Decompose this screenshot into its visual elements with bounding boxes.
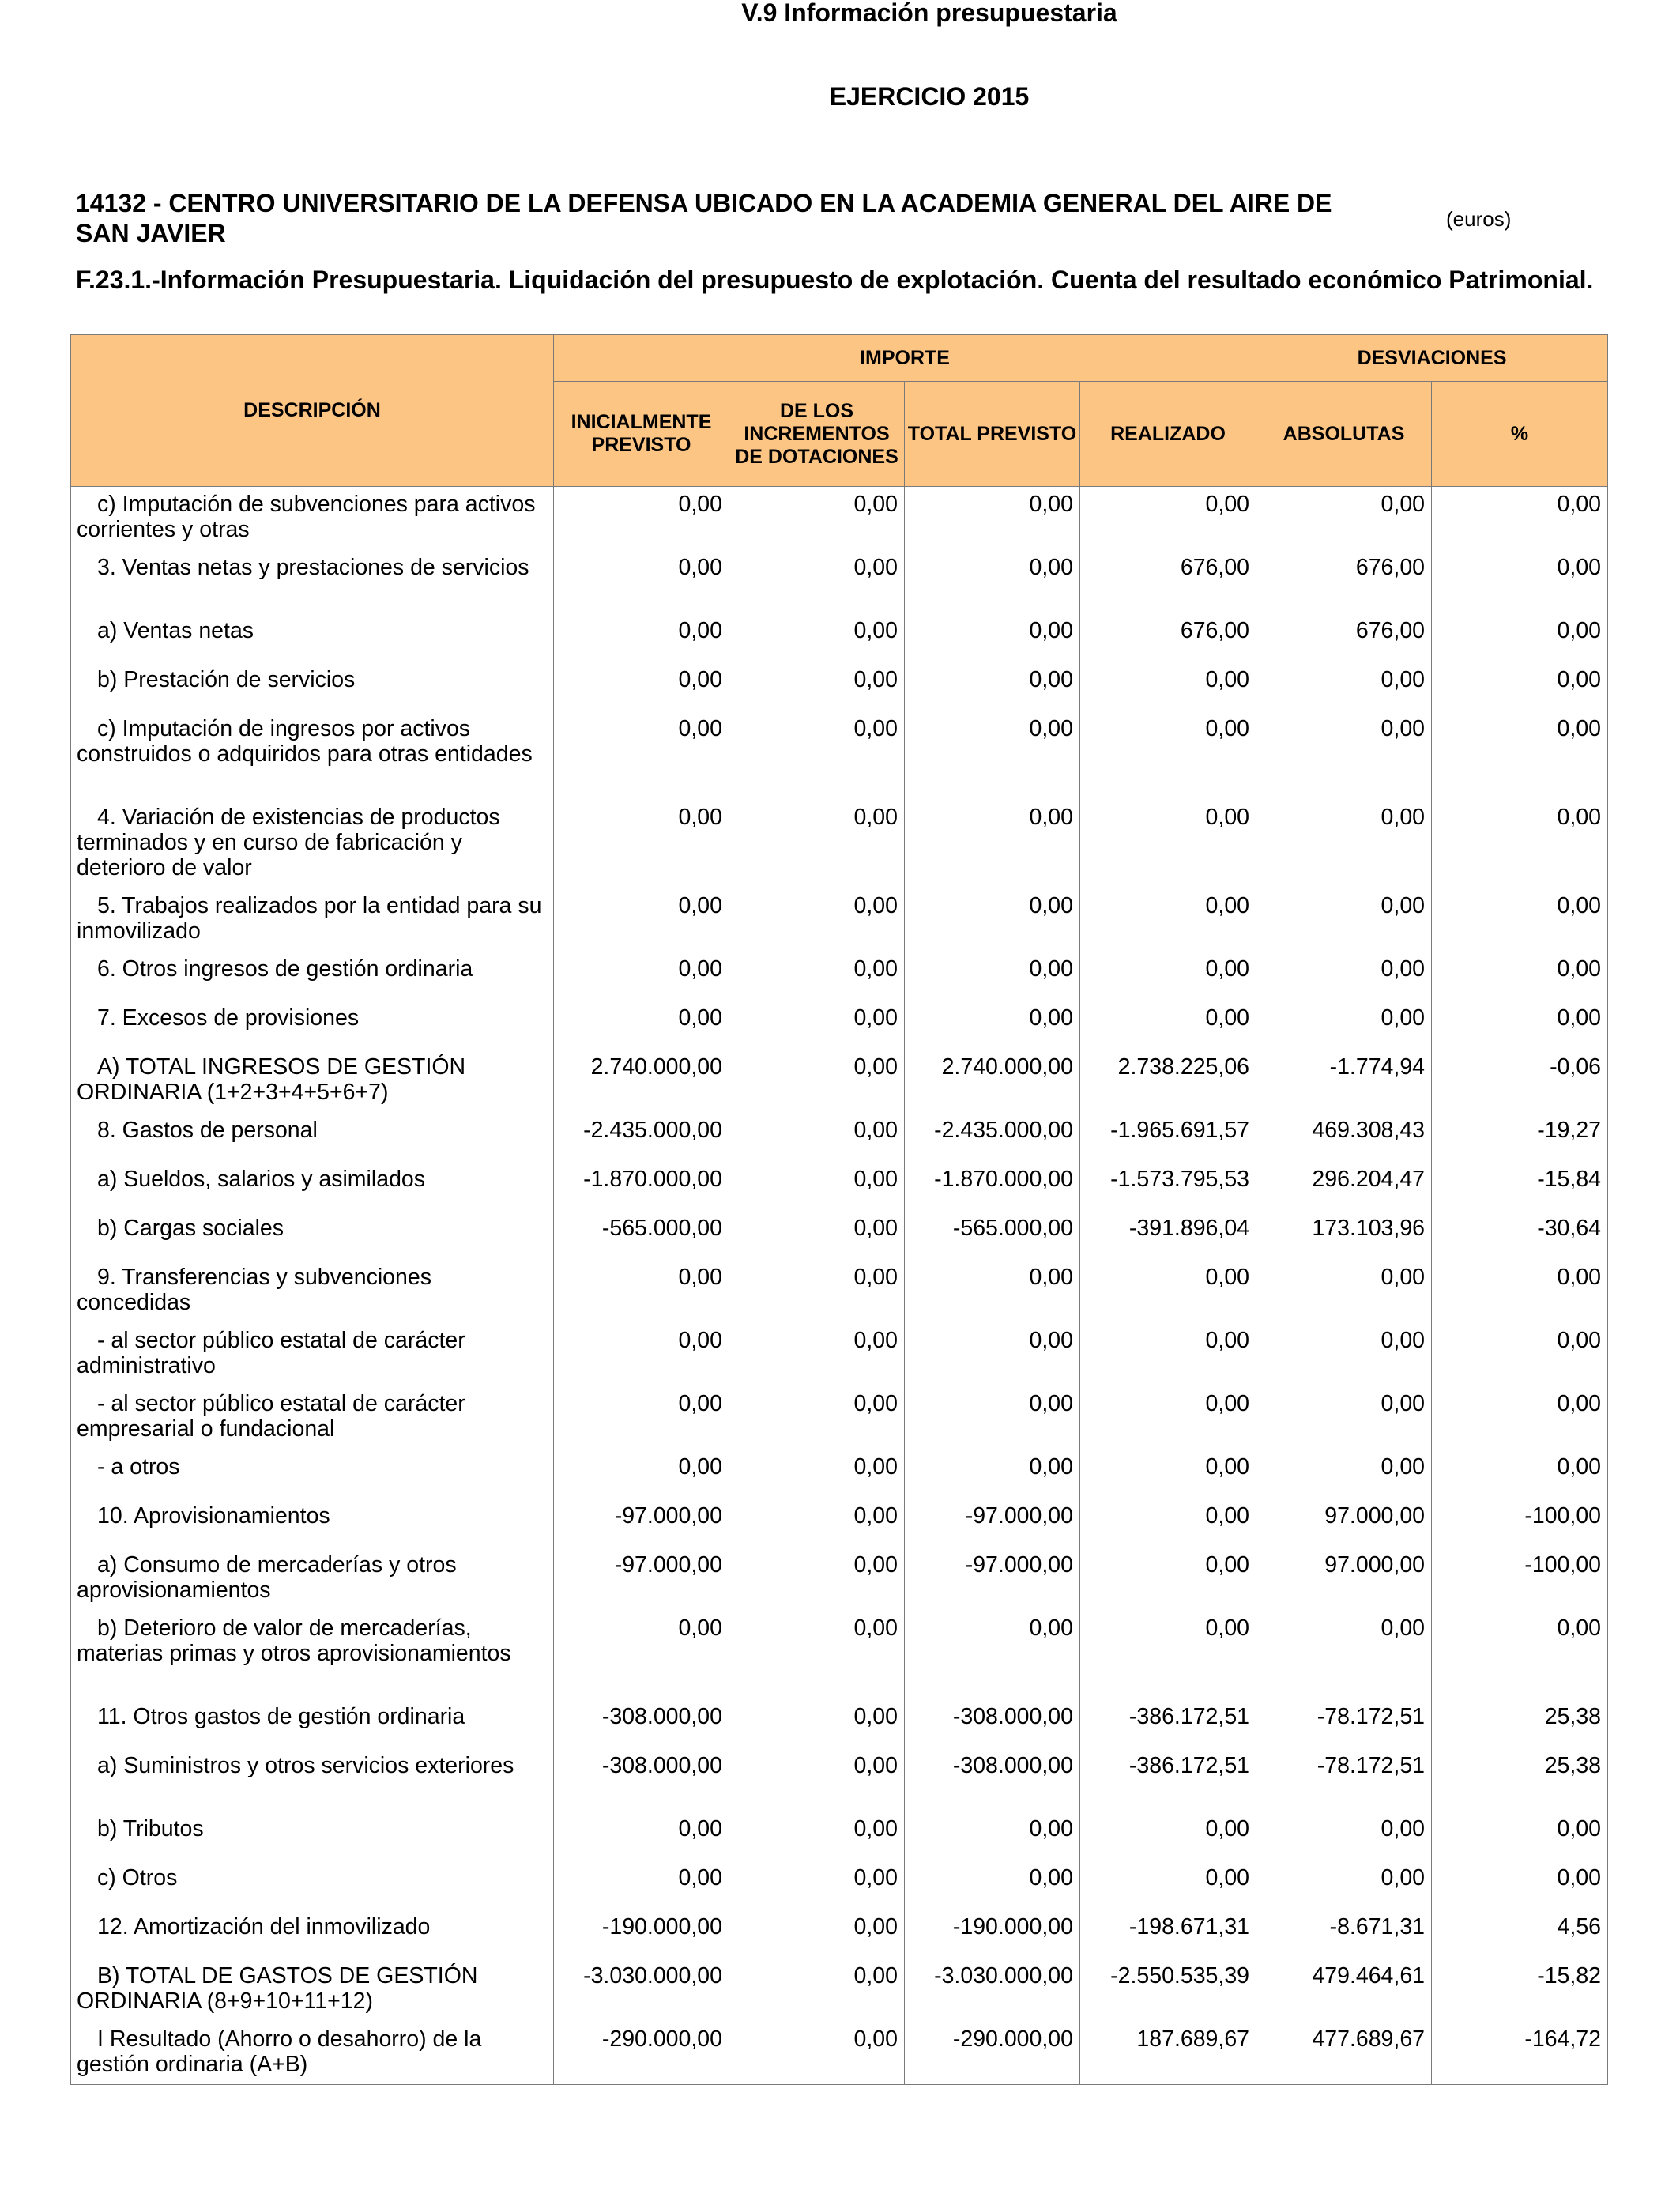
cell-incrementos: 0,00 xyxy=(729,1909,905,1958)
cell-realizado: 676,00 xyxy=(1080,550,1256,613)
cell-inicialmente-previsto: -290.000,00 xyxy=(554,2022,729,2085)
cell-realizado: 0,00 xyxy=(1080,1323,1256,1386)
cell-incrementos: 0,00 xyxy=(729,1113,905,1162)
col-header-percent: % xyxy=(1432,382,1608,487)
cell-percent: -164,72 xyxy=(1432,2022,1608,2085)
table-row xyxy=(71,613,1608,662)
cell-realizado: 0,00 xyxy=(1080,662,1256,711)
cell-realizado: 0,00 xyxy=(1080,1547,1256,1611)
cell-absolutas: 0,00 xyxy=(1256,1260,1432,1323)
row-description: a) Sueldos, salarios y asimilados xyxy=(71,1162,554,1211)
cell-total-previsto: 0,00 xyxy=(905,1811,1080,1860)
cell-inicialmente-previsto: 0,00 xyxy=(554,1811,729,1860)
table-row xyxy=(71,1699,1608,1748)
exercise-year: EJERCICIO 2015 xyxy=(829,82,1030,111)
cell-incrementos: 0,00 xyxy=(729,487,905,550)
cell-incrementos: 0,00 xyxy=(729,1211,905,1260)
cell-inicialmente-previsto: 0,00 xyxy=(554,1860,729,1909)
cell-total-previsto: 0,00 xyxy=(905,487,1080,550)
table-row xyxy=(71,1113,1608,1162)
table-row xyxy=(71,487,1608,550)
table-row xyxy=(71,1811,1608,1860)
cell-incrementos: 0,00 xyxy=(729,1860,905,1909)
cell-absolutas: 0,00 xyxy=(1256,1001,1432,1050)
cell-percent: 0,00 xyxy=(1432,1860,1608,1909)
cell-inicialmente-previsto: 0,00 xyxy=(554,1449,729,1498)
table-row xyxy=(71,952,1608,1001)
cell-percent: -0,06 xyxy=(1432,1050,1608,1113)
table-row xyxy=(71,1611,1608,1699)
table-row xyxy=(71,1260,1608,1323)
cell-realizado: -386.172,51 xyxy=(1080,1699,1256,1748)
cell-realizado: 0,00 xyxy=(1080,1386,1256,1449)
cell-percent: 4,56 xyxy=(1432,1909,1608,1958)
table-row xyxy=(71,1211,1608,1260)
cell-total-previsto: -308.000,00 xyxy=(905,1699,1080,1748)
table-row xyxy=(71,1748,1608,1811)
table-row xyxy=(71,1449,1608,1498)
cell-incrementos: 0,00 xyxy=(729,1748,905,1811)
col-header-incrementos: DE LOS INCREMENTOS DE DOTACIONES xyxy=(729,382,905,487)
cell-realizado: 187.689,67 xyxy=(1080,2022,1256,2085)
cell-inicialmente-previsto: 0,00 xyxy=(554,1611,729,1699)
cell-percent: 0,00 xyxy=(1432,1323,1608,1386)
table-row xyxy=(71,2022,1608,2085)
cell-total-previsto: 0,00 xyxy=(905,1323,1080,1386)
cell-total-previsto: 0,00 xyxy=(905,613,1080,662)
cell-incrementos: 0,00 xyxy=(729,952,905,1001)
cell-absolutas: 0,00 xyxy=(1256,888,1432,952)
cell-absolutas: 0,00 xyxy=(1256,487,1432,550)
cell-incrementos: 0,00 xyxy=(729,1699,905,1748)
cell-realizado: 0,00 xyxy=(1080,800,1256,888)
cell-incrementos: 0,00 xyxy=(729,800,905,888)
row-description: 12. Amortización del inmovilizado xyxy=(71,1909,554,1958)
cell-total-previsto: 2.740.000,00 xyxy=(905,1050,1080,1113)
cell-incrementos: 0,00 xyxy=(729,1611,905,1699)
table-row xyxy=(71,662,1608,711)
section-heading: V.9 Información presupuestaria xyxy=(741,0,1117,27)
cell-incrementos: 0,00 xyxy=(729,1449,905,1498)
row-description: 7. Excesos de provisiones xyxy=(71,1001,554,1050)
cell-realizado: 0,00 xyxy=(1080,1001,1256,1050)
cell-total-previsto: -3.030.000,00 xyxy=(905,1958,1080,2022)
col-header-realizado: REALIZADO xyxy=(1080,382,1256,487)
cell-percent: 0,00 xyxy=(1432,711,1608,800)
cell-percent: 0,00 xyxy=(1432,550,1608,613)
table-row xyxy=(71,550,1608,613)
cell-absolutas: 97.000,00 xyxy=(1256,1498,1432,1547)
table-row xyxy=(71,1323,1608,1386)
cell-total-previsto: 0,00 xyxy=(905,1386,1080,1449)
cell-inicialmente-previsto: 0,00 xyxy=(554,662,729,711)
row-description: b) Deterioro de valor de mercaderías, materias primas y otros aprovisionamientos xyxy=(71,1611,554,1699)
cell-incrementos: 0,00 xyxy=(729,1260,905,1323)
cell-percent: 25,38 xyxy=(1432,1748,1608,1811)
cell-realizado: -1.965.691,57 xyxy=(1080,1113,1256,1162)
cell-absolutas: -8.671,31 xyxy=(1256,1909,1432,1958)
cell-realizado: -2.550.535,39 xyxy=(1080,1958,1256,2022)
cell-percent: 0,00 xyxy=(1432,800,1608,888)
cell-percent: 25,38 xyxy=(1432,1699,1608,1748)
cell-inicialmente-previsto: 0,00 xyxy=(554,800,729,888)
cell-inicialmente-previsto: -565.000,00 xyxy=(554,1211,729,1260)
cell-inicialmente-previsto: 0,00 xyxy=(554,613,729,662)
row-description: 11. Otros gastos de gestión ordinaria xyxy=(71,1699,554,1748)
table-row xyxy=(71,888,1608,952)
cell-absolutas: -78.172,51 xyxy=(1256,1699,1432,1748)
cell-realizado: 0,00 xyxy=(1080,1498,1256,1547)
table-row xyxy=(71,1386,1608,1449)
form-title: F.23.1.-Información Presupuestaria. Liquidación del presupuesto de explotación. Cuenta del resultado económico Patrimonial. xyxy=(76,266,1594,294)
cell-total-previsto: 0,00 xyxy=(905,550,1080,613)
cell-total-previsto: -2.435.000,00 xyxy=(905,1113,1080,1162)
col-header-descripcion: DESCRIPCIÓN xyxy=(71,335,554,487)
cell-inicialmente-previsto: -2.435.000,00 xyxy=(554,1113,729,1162)
cell-total-previsto: -1.870.000,00 xyxy=(905,1162,1080,1211)
cell-absolutas: 0,00 xyxy=(1256,800,1432,888)
table-row xyxy=(71,1001,1608,1050)
cell-inicialmente-previsto: -1.870.000,00 xyxy=(554,1162,729,1211)
cell-absolutas: -1.774,94 xyxy=(1256,1050,1432,1113)
cell-realizado: 0,00 xyxy=(1080,1611,1256,1699)
cell-realizado: 0,00 xyxy=(1080,1260,1256,1323)
cell-realizado: 0,00 xyxy=(1080,952,1256,1001)
cell-total-previsto: -97.000,00 xyxy=(905,1498,1080,1547)
cell-inicialmente-previsto: 0,00 xyxy=(554,711,729,800)
cell-incrementos: 0,00 xyxy=(729,662,905,711)
table-row xyxy=(71,711,1608,800)
cell-absolutas: 479.464,61 xyxy=(1256,1958,1432,2022)
cell-percent: 0,00 xyxy=(1432,1260,1608,1323)
cell-total-previsto: 0,00 xyxy=(905,1001,1080,1050)
cell-incrementos: 0,00 xyxy=(729,1162,905,1211)
col-header-total-previsto: TOTAL PREVISTO xyxy=(905,382,1080,487)
cell-total-previsto: 0,00 xyxy=(905,888,1080,952)
cell-total-previsto: -565.000,00 xyxy=(905,1211,1080,1260)
row-description: 8. Gastos de personal xyxy=(71,1113,554,1162)
cell-inicialmente-previsto: -97.000,00 xyxy=(554,1498,729,1547)
cell-absolutas: 97.000,00 xyxy=(1256,1547,1432,1611)
cell-incrementos: 0,00 xyxy=(729,1001,905,1050)
cell-percent: 0,00 xyxy=(1432,1001,1608,1050)
cell-absolutas: 0,00 xyxy=(1256,952,1432,1001)
cell-incrementos: 0,00 xyxy=(729,1050,905,1113)
cell-absolutas: 0,00 xyxy=(1256,1860,1432,1909)
cell-inicialmente-previsto: -3.030.000,00 xyxy=(554,1958,729,2022)
cell-inicialmente-previsto: -190.000,00 xyxy=(554,1909,729,1958)
table-row xyxy=(71,1498,1608,1547)
row-description: 3. Ventas netas y prestaciones de servicios xyxy=(71,550,554,613)
cell-percent: 0,00 xyxy=(1432,888,1608,952)
col-group-importe: IMPORTE xyxy=(554,335,1256,382)
table-row xyxy=(71,1958,1608,2022)
cell-percent: 0,00 xyxy=(1432,1449,1608,1498)
cell-incrementos: 0,00 xyxy=(729,550,905,613)
cell-absolutas: 469.308,43 xyxy=(1256,1113,1432,1162)
cell-percent: -100,00 xyxy=(1432,1547,1608,1611)
row-description: c) Otros xyxy=(71,1860,554,1909)
cell-inicialmente-previsto: 0,00 xyxy=(554,1001,729,1050)
cell-realizado: -391.896,04 xyxy=(1080,1211,1256,1260)
cell-incrementos: 0,00 xyxy=(729,1811,905,1860)
cell-total-previsto: 0,00 xyxy=(905,711,1080,800)
row-description: 4. Variación de existencias de productos terminados y en curso de fabricación y deterioro de valor xyxy=(71,800,554,888)
row-description: - a otros xyxy=(71,1449,554,1498)
cell-realizado: 0,00 xyxy=(1080,711,1256,800)
row-description: b) Tributos xyxy=(71,1811,554,1860)
row-description: - al sector público estatal de carácter administrativo xyxy=(71,1323,554,1386)
cell-total-previsto: 0,00 xyxy=(905,1611,1080,1699)
cell-incrementos: 0,00 xyxy=(729,711,905,800)
cell-percent: -15,82 xyxy=(1432,1958,1608,2022)
cell-percent: 0,00 xyxy=(1432,613,1608,662)
cell-inicialmente-previsto: 0,00 xyxy=(554,487,729,550)
cell-realizado: -198.671,31 xyxy=(1080,1909,1256,1958)
cell-absolutas: 676,00 xyxy=(1256,613,1432,662)
cell-incrementos: 0,00 xyxy=(729,1547,905,1611)
cell-absolutas: 676,00 xyxy=(1256,550,1432,613)
table-row xyxy=(71,1860,1608,1909)
cell-total-previsto: 0,00 xyxy=(905,1260,1080,1323)
cell-absolutas: -78.172,51 xyxy=(1256,1748,1432,1811)
cell-realizado: 0,00 xyxy=(1080,1811,1256,1860)
cell-incrementos: 0,00 xyxy=(729,2022,905,2085)
row-description: 5. Trabajos realizados por la entidad para su inmovilizado xyxy=(71,888,554,952)
cell-percent: -19,27 xyxy=(1432,1113,1608,1162)
cell-realizado: 676,00 xyxy=(1080,613,1256,662)
cell-total-previsto: 0,00 xyxy=(905,952,1080,1001)
cell-absolutas: 0,00 xyxy=(1256,1611,1432,1699)
cell-inicialmente-previsto: 0,00 xyxy=(554,1323,729,1386)
cell-total-previsto: -290.000,00 xyxy=(905,2022,1080,2085)
cell-inicialmente-previsto: -97.000,00 xyxy=(554,1547,729,1611)
cell-total-previsto: -308.000,00 xyxy=(905,1748,1080,1811)
table-row xyxy=(71,1547,1608,1611)
cell-percent: 0,00 xyxy=(1432,487,1608,550)
row-description: a) Ventas netas xyxy=(71,613,554,662)
cell-realizado: 0,00 xyxy=(1080,1860,1256,1909)
cell-realizado: 0,00 xyxy=(1080,888,1256,952)
row-description: A) TOTAL INGRESOS DE GESTIÓN ORDINARIA (1+2+3+4+5+6+7) xyxy=(71,1050,554,1113)
table-row xyxy=(71,1909,1608,1958)
cell-realizado: -386.172,51 xyxy=(1080,1748,1256,1811)
cell-inicialmente-previsto: 0,00 xyxy=(554,1386,729,1449)
row-description: B) TOTAL DE GASTOS DE GESTIÓN ORDINARIA (8+9+10+11+12) xyxy=(71,1958,554,2022)
cell-realizado: 0,00 xyxy=(1080,1449,1256,1498)
cell-realizado: 0,00 xyxy=(1080,487,1256,550)
row-description: 6. Otros ingresos de gestión ordinaria xyxy=(71,952,554,1001)
cell-inicialmente-previsto: 0,00 xyxy=(554,888,729,952)
cell-realizado: -1.573.795,53 xyxy=(1080,1162,1256,1211)
cell-inicialmente-previsto: 0,00 xyxy=(554,550,729,613)
table-row xyxy=(71,1050,1608,1113)
cell-absolutas: 0,00 xyxy=(1256,1386,1432,1449)
row-description: b) Prestación de servicios xyxy=(71,662,554,711)
cell-absolutas: 0,00 xyxy=(1256,1323,1432,1386)
cell-total-previsto: 0,00 xyxy=(905,662,1080,711)
cell-percent: -15,84 xyxy=(1432,1162,1608,1211)
cell-percent: -30,64 xyxy=(1432,1211,1608,1260)
cell-incrementos: 0,00 xyxy=(729,613,905,662)
cell-percent: 0,00 xyxy=(1432,1386,1608,1449)
cell-absolutas: 0,00 xyxy=(1256,1449,1432,1498)
row-description: b) Cargas sociales xyxy=(71,1211,554,1260)
cell-absolutas: 173.103,96 xyxy=(1256,1211,1432,1260)
cell-realizado: 2.738.225,06 xyxy=(1080,1050,1256,1113)
cell-percent: -100,00 xyxy=(1432,1498,1608,1547)
cell-absolutas: 477.689,67 xyxy=(1256,2022,1432,2085)
col-header-absolutas: ABSOLUTAS xyxy=(1256,382,1432,487)
table-row xyxy=(71,800,1608,888)
row-description: a) Consumo de mercaderías y otros aprovisionamientos xyxy=(71,1547,554,1611)
cell-incrementos: 0,00 xyxy=(729,1958,905,2022)
row-description: a) Suministros y otros servicios exteriores xyxy=(71,1748,554,1811)
row-description: 9. Transferencias y subvenciones concedidas xyxy=(71,1260,554,1323)
cell-inicialmente-previsto: 2.740.000,00 xyxy=(554,1050,729,1113)
table-row xyxy=(71,1162,1608,1211)
cell-total-previsto: -190.000,00 xyxy=(905,1909,1080,1958)
row-description: I Resultado (Ahorro o desahorro) de la gestión ordinaria (A+B) xyxy=(71,2022,554,2085)
cell-incrementos: 0,00 xyxy=(729,1498,905,1547)
cell-percent: 0,00 xyxy=(1432,662,1608,711)
cell-total-previsto: 0,00 xyxy=(905,1860,1080,1909)
cell-total-previsto: 0,00 xyxy=(905,1449,1080,1498)
cell-absolutas: 296.204,47 xyxy=(1256,1162,1432,1211)
currency-units: (euros) xyxy=(1446,207,1512,231)
col-group-desviaciones: DESVIACIONES xyxy=(1256,335,1608,382)
cell-incrementos: 0,00 xyxy=(729,888,905,952)
cell-inicialmente-previsto: 0,00 xyxy=(554,952,729,1001)
cell-incrementos: 0,00 xyxy=(729,1386,905,1449)
cell-absolutas: 0,00 xyxy=(1256,1811,1432,1860)
cell-inicialmente-previsto: -308.000,00 xyxy=(554,1699,729,1748)
entity-name: 14132 - CENTRO UNIVERSITARIO DE LA DEFENSA UBICADO EN LA ACADEMIA GENERAL DEL AIRE DE SAN JAVIER xyxy=(76,189,1332,247)
cell-percent: 0,00 xyxy=(1432,1611,1608,1699)
col-header-inicialmente-previsto: INICIALMENTE PREVISTO xyxy=(554,382,729,487)
cell-incrementos: 0,00 xyxy=(729,1323,905,1386)
cell-percent: 0,00 xyxy=(1432,952,1608,1001)
cell-total-previsto: -97.000,00 xyxy=(905,1547,1080,1611)
row-description: c) Imputación de ingresos por activos construidos o adquiridos para otras entidades xyxy=(71,711,554,800)
budget-table xyxy=(70,334,1608,2085)
cell-total-previsto: 0,00 xyxy=(905,800,1080,888)
cell-absolutas: 0,00 xyxy=(1256,711,1432,800)
row-description: - al sector público estatal de carácter empresarial o fundacional xyxy=(71,1386,554,1449)
cell-percent: 0,00 xyxy=(1432,1811,1608,1860)
cell-absolutas: 0,00 xyxy=(1256,662,1432,711)
cell-inicialmente-previsto: 0,00 xyxy=(554,1260,729,1323)
cell-inicialmente-previsto: -308.000,00 xyxy=(554,1748,729,1811)
row-description: 10. Aprovisionamientos xyxy=(71,1498,554,1547)
row-description: c) Imputación de subvenciones para activos corrientes y otras xyxy=(71,487,554,550)
